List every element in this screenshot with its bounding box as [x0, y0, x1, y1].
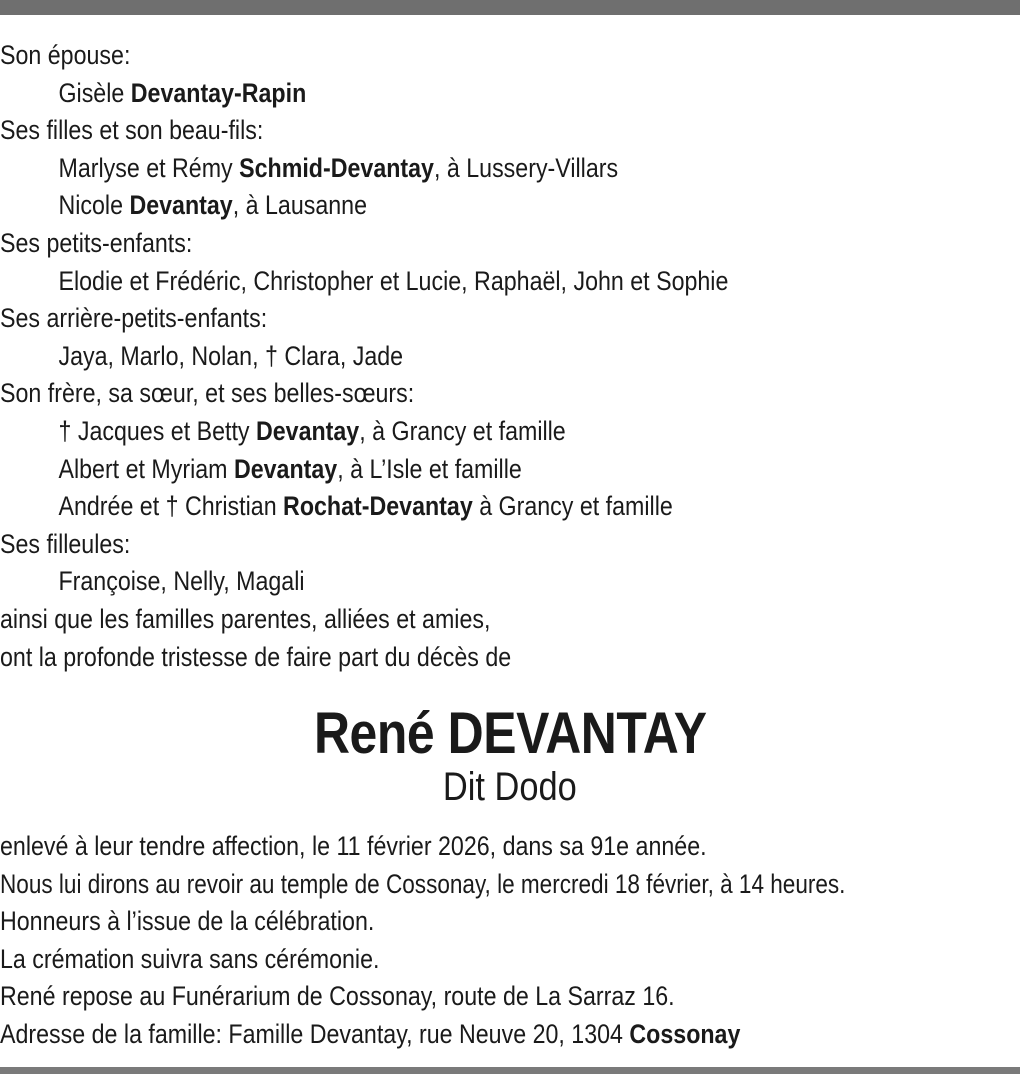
spouse-entry — [0, 75, 877, 113]
top-rule — [0, 0, 1020, 15]
sibling-entry — [0, 488, 877, 526]
sibling-first: Albert et Myriam — [58, 453, 234, 484]
great-grandchildren-label: Ses arrière-petits-enfants: — [0, 303, 268, 334]
daughters-label: Ses filles et son beau-fils: — [0, 115, 264, 146]
spouse-first: Gisèle — [58, 77, 131, 108]
spouse-surname: Devantay-Rapin — [130, 77, 307, 108]
details-line: enlevé à leur tendre affection, le 11 février 2026, dans sa 91e année. — [0, 831, 707, 862]
daughter-surname: Schmid-Devantay — [239, 152, 434, 183]
announcement-line: ont la profonde tristesse de faire part du décès de — [0, 641, 512, 672]
bottom-rule — [0, 1067, 1020, 1074]
sibling-entry — [0, 451, 877, 489]
details-line: Nous lui dirons au revoir au temple de Cossonay, le mercredi 18 février, à 14 heures. — [0, 868, 846, 899]
godchildren-label: Ses filleules: — [0, 528, 131, 559]
deceased-nickname: Dit Dodo — [443, 765, 577, 810]
daughter-entry — [0, 187, 877, 225]
deceased-block — [0, 702, 1020, 808]
details-block — [0, 828, 1020, 1054]
sibling-location: à Grancy et famille — [472, 491, 673, 522]
family-address — [0, 1016, 877, 1054]
sibling-entry — [0, 413, 877, 451]
sibling-first: Andrée et † Christian — [58, 491, 284, 522]
obituary-notice — [0, 37, 1020, 1054]
details-line: Honneurs à l’issue de la célébration. — [0, 906, 375, 937]
address-text: Adresse de la famille: Famille Devantay, rue Neuve 20, 1304 — [0, 1019, 630, 1050]
daughter-first: Nicole — [58, 190, 130, 221]
details-line: René repose au Funérarium de Cossonay, route de La Sarraz 16. — [0, 981, 675, 1012]
details-line: La crémation suivra sans cérémonie. — [0, 943, 380, 974]
relatives-line: ainsi que les familles parentes, alliées et amies, — [0, 603, 491, 634]
godchildren-list: Françoise, Nelly, Magali — [58, 566, 305, 597]
sibling-surname: Rochat-Devantay — [283, 491, 473, 522]
address-city: Cossonay — [629, 1019, 741, 1050]
siblings-label: Son frère, sa sœur, et ses belles-sœurs: — [0, 378, 415, 409]
spouse-label: Son épouse: — [0, 40, 131, 70]
daughter-surname: Devantay — [129, 190, 233, 221]
daughter-location: , à Lussery-Villars — [433, 152, 619, 183]
sibling-location: , à Grancy et famille — [359, 415, 566, 446]
grandchildren-list: Elodie et Frédéric, Christopher et Lucie, Raphaël, John et Sophie — [58, 265, 729, 296]
daughter-first: Marlyse et Rémy — [58, 152, 240, 183]
sibling-surname: Devantay — [255, 415, 360, 446]
daughter-entry — [0, 150, 877, 188]
sibling-surname: Devantay — [233, 453, 338, 484]
grandchildren-label: Ses petits-enfants: — [0, 227, 193, 258]
daughter-location: , à Lausanne — [232, 190, 368, 221]
sibling-first: † Jacques et Betty — [58, 415, 256, 446]
great-grandchildren-list: Jaya, Marlo, Nolan, † Clara, Jade — [58, 340, 404, 371]
deceased-name: René DEVANTAY — [313, 701, 707, 767]
sibling-location: , à L’Isle et famille — [337, 453, 522, 484]
